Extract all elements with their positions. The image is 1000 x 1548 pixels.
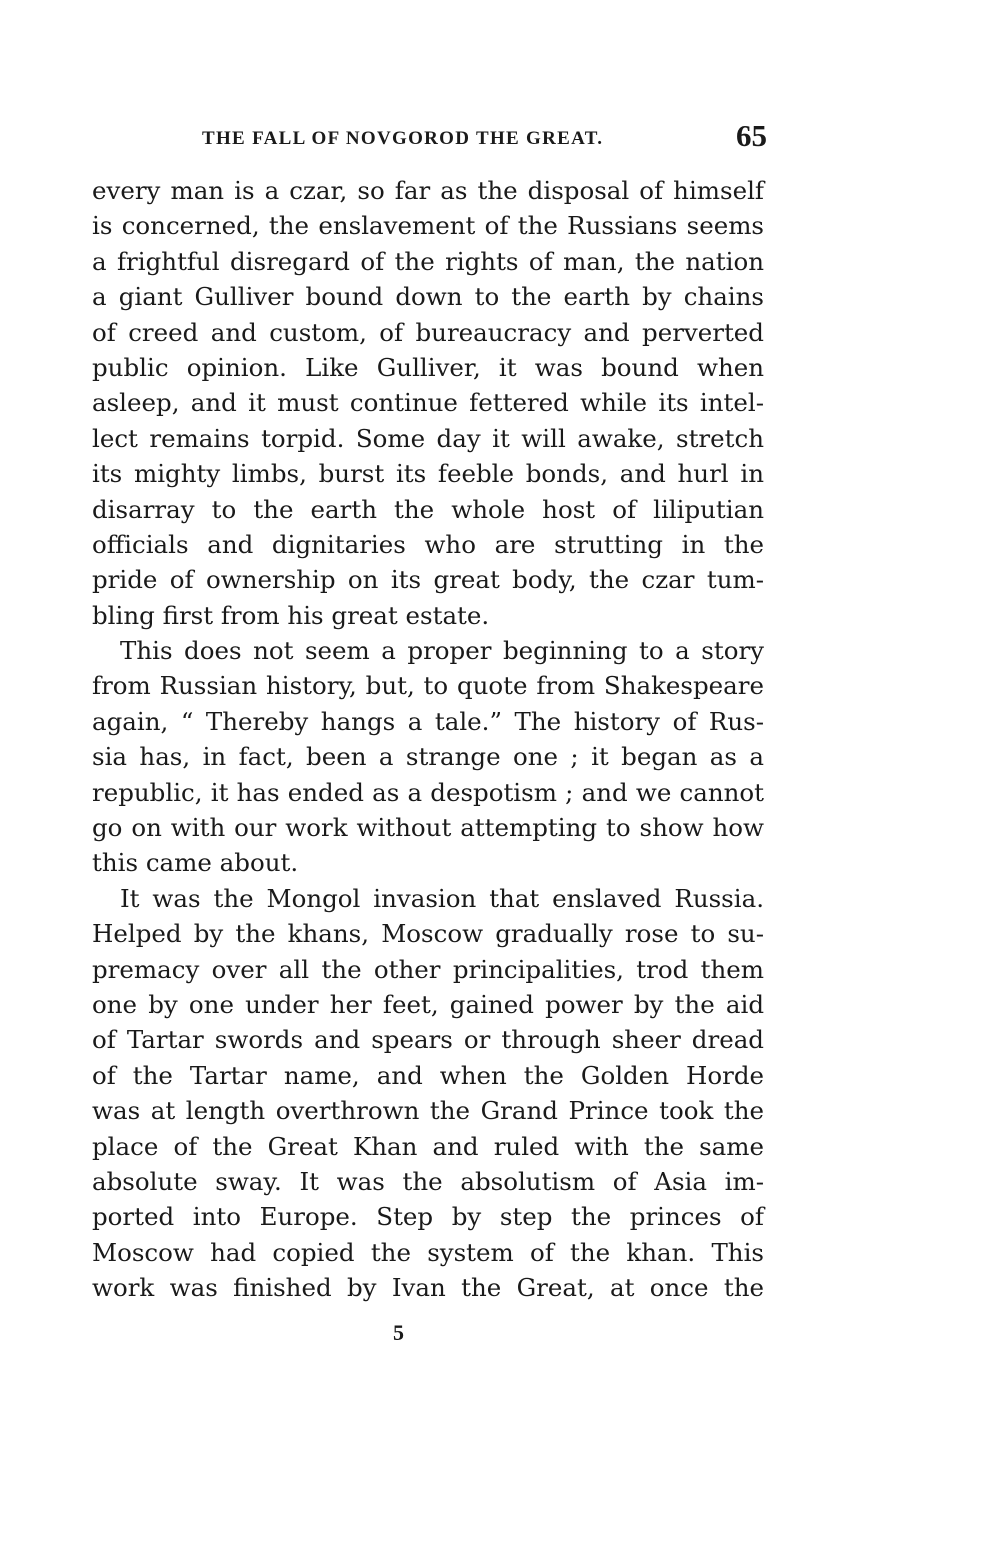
text-line: again, “ Thereby hangs a tale.” The history of Rus- xyxy=(92,706,764,736)
text-line: asleep, and it must continue fettered while its intel- xyxy=(92,388,764,418)
text-line: Helped by the khans, Moscow gradually rose to su- xyxy=(92,919,764,949)
text-line: premacy over all the other principalities, trod them xyxy=(92,954,764,984)
text-line: ported into Europe. Step by step the princes of xyxy=(92,1202,764,1232)
text-line: a giant Gulliver bound down to the earth by chains xyxy=(92,282,764,312)
text-line: was at length overthrown the Grand Prince took the xyxy=(92,1096,764,1126)
text-line: republic, it has ended as a despotism ; and we cannot xyxy=(92,777,764,807)
running-head xyxy=(197,118,767,158)
text-line: sia has, in fact, been a strange one ; it began as a xyxy=(92,742,764,772)
running-title: THE FALL OF NOVGOROD THE GREAT. xyxy=(202,128,604,149)
text-line: lect remains torpid. Some day it will awake, stretch xyxy=(92,423,764,453)
text-line: this came about. xyxy=(92,848,299,878)
text-line: work was finished by Ivan the Great, at once the xyxy=(92,1273,764,1303)
text-line: pride of ownership on its great body, the czar tum- xyxy=(92,565,764,595)
text-line: of the Tartar name, and when the Golden Horde xyxy=(92,1060,764,1090)
text-line: of Tartar swords and spears or through sheer dread xyxy=(92,1025,764,1055)
text-line: is concerned, the enslavement of the Russians seems xyxy=(92,211,764,241)
text-line: every man is a czar, so far as the disposal of himself xyxy=(92,176,764,205)
text-line: Moscow had copied the system of the khan. This xyxy=(92,1237,764,1267)
page-number: 65 xyxy=(736,118,767,153)
signature-mark: 5 xyxy=(393,1320,404,1345)
paragraph-first-line: It was the Mongol invasion that enslaved Russia. xyxy=(120,883,764,913)
text-line: bling first from his great estate. xyxy=(92,600,490,630)
text-line: absolute sway. It was the absolutism of Asia im- xyxy=(92,1166,764,1196)
text-line: a frightful disregard of the rights of man, the nation xyxy=(92,246,764,276)
text-line: its mighty limbs, burst its feeble bonds, and hurl in xyxy=(92,459,764,489)
text-line: from Russian history, but, to quote from Shakespeare xyxy=(92,671,764,701)
text-line: of creed and custom, of bureaucracy and perverted xyxy=(92,317,764,347)
text-line: disarray to the earth the whole host of liliputian xyxy=(92,494,764,524)
text-line: public opinion. Like Gulliver, it was bound when xyxy=(92,352,764,382)
body-text xyxy=(92,173,764,1306)
text-line: place of the Great Khan and ruled with the same xyxy=(92,1131,764,1161)
text-line: one by one under her feet, gained power by the aid xyxy=(92,989,764,1019)
paragraph-first-line: This does not seem a proper beginning to a story xyxy=(120,636,764,666)
text-line: officials and dignitaries who are strutting in the xyxy=(92,529,764,559)
text-line: go on with our work without attempting to show how xyxy=(92,813,764,843)
